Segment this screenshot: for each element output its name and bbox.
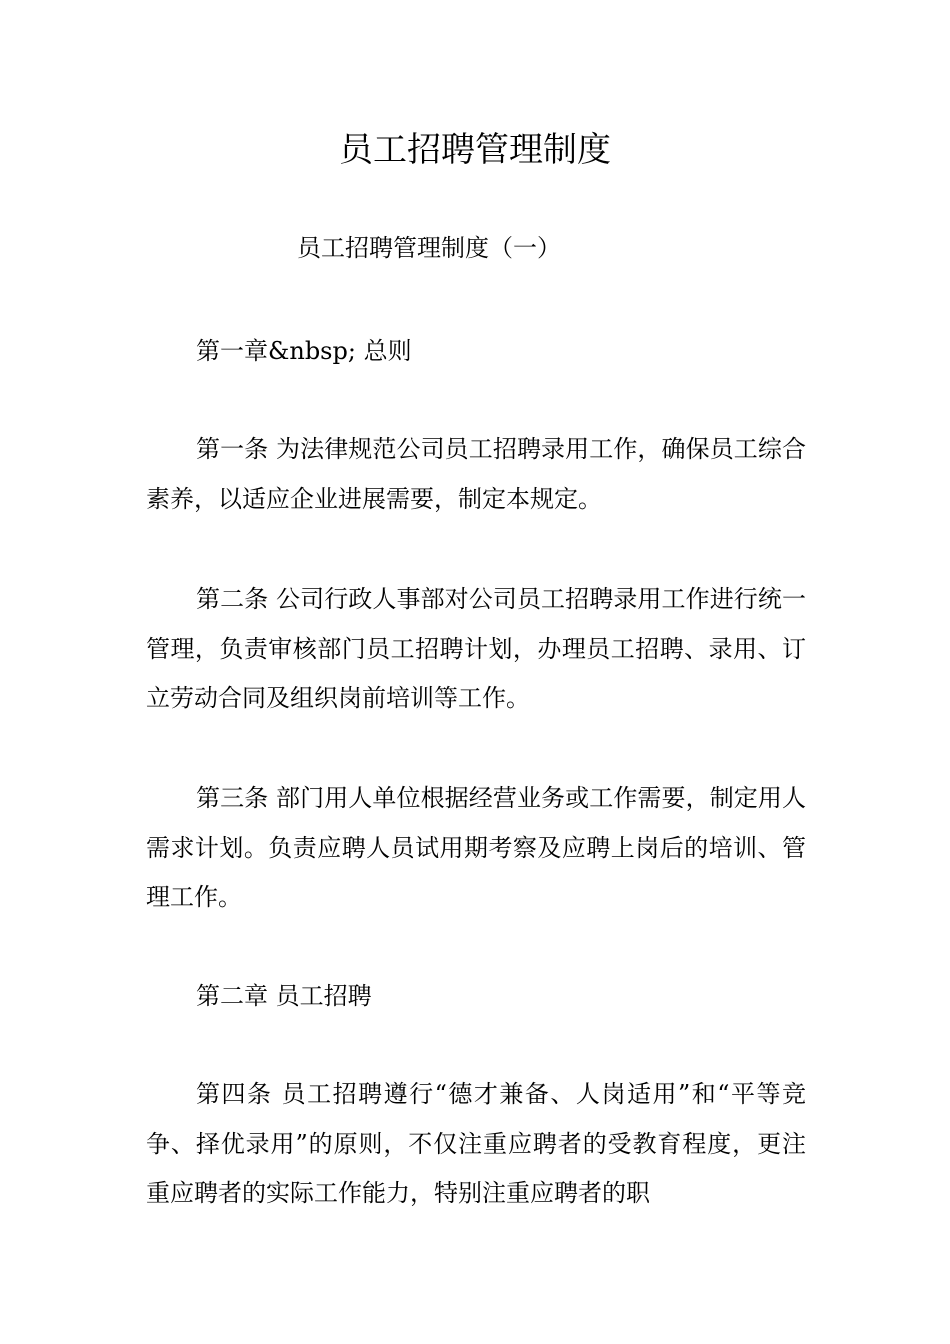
article-1: 第一条 为法律规范公司员工招聘录用工作，确保员工综合素养，以适应企业进展需要，制定本规定。	[146, 435, 806, 513]
article-3: 第三条 部门用人单位根据经营业务或工作需要，制定用人需求计划。负责应聘人员试用期考察及应聘上岗后的培训、管理工作。	[146, 784, 806, 911]
article-4: 第四条 员工招聘遵行“德才兼备、人岗适用”和“平等竞争、择优录用”的原则，不仅注重应聘者的受教育程度，更注重应聘者的实际工作能力，特别注重应聘者的职	[146, 1080, 806, 1207]
article-2: 第二条 公司行政人事部对公司员工招聘录用工作进行统一管理，负责审核部门员工招聘计划，办理员工招聘、录用、订立劳动合同及组织岗前培训等工作。	[146, 585, 806, 712]
document-subtitle: 员工招聘管理制度（一）	[297, 234, 561, 262]
chapter-2-heading: 第二章 员工招聘	[196, 982, 372, 1010]
chapter-1-heading: 第一章&nbsp; 总则	[196, 337, 412, 365]
document-title: 员工招聘管理制度	[339, 130, 611, 170]
